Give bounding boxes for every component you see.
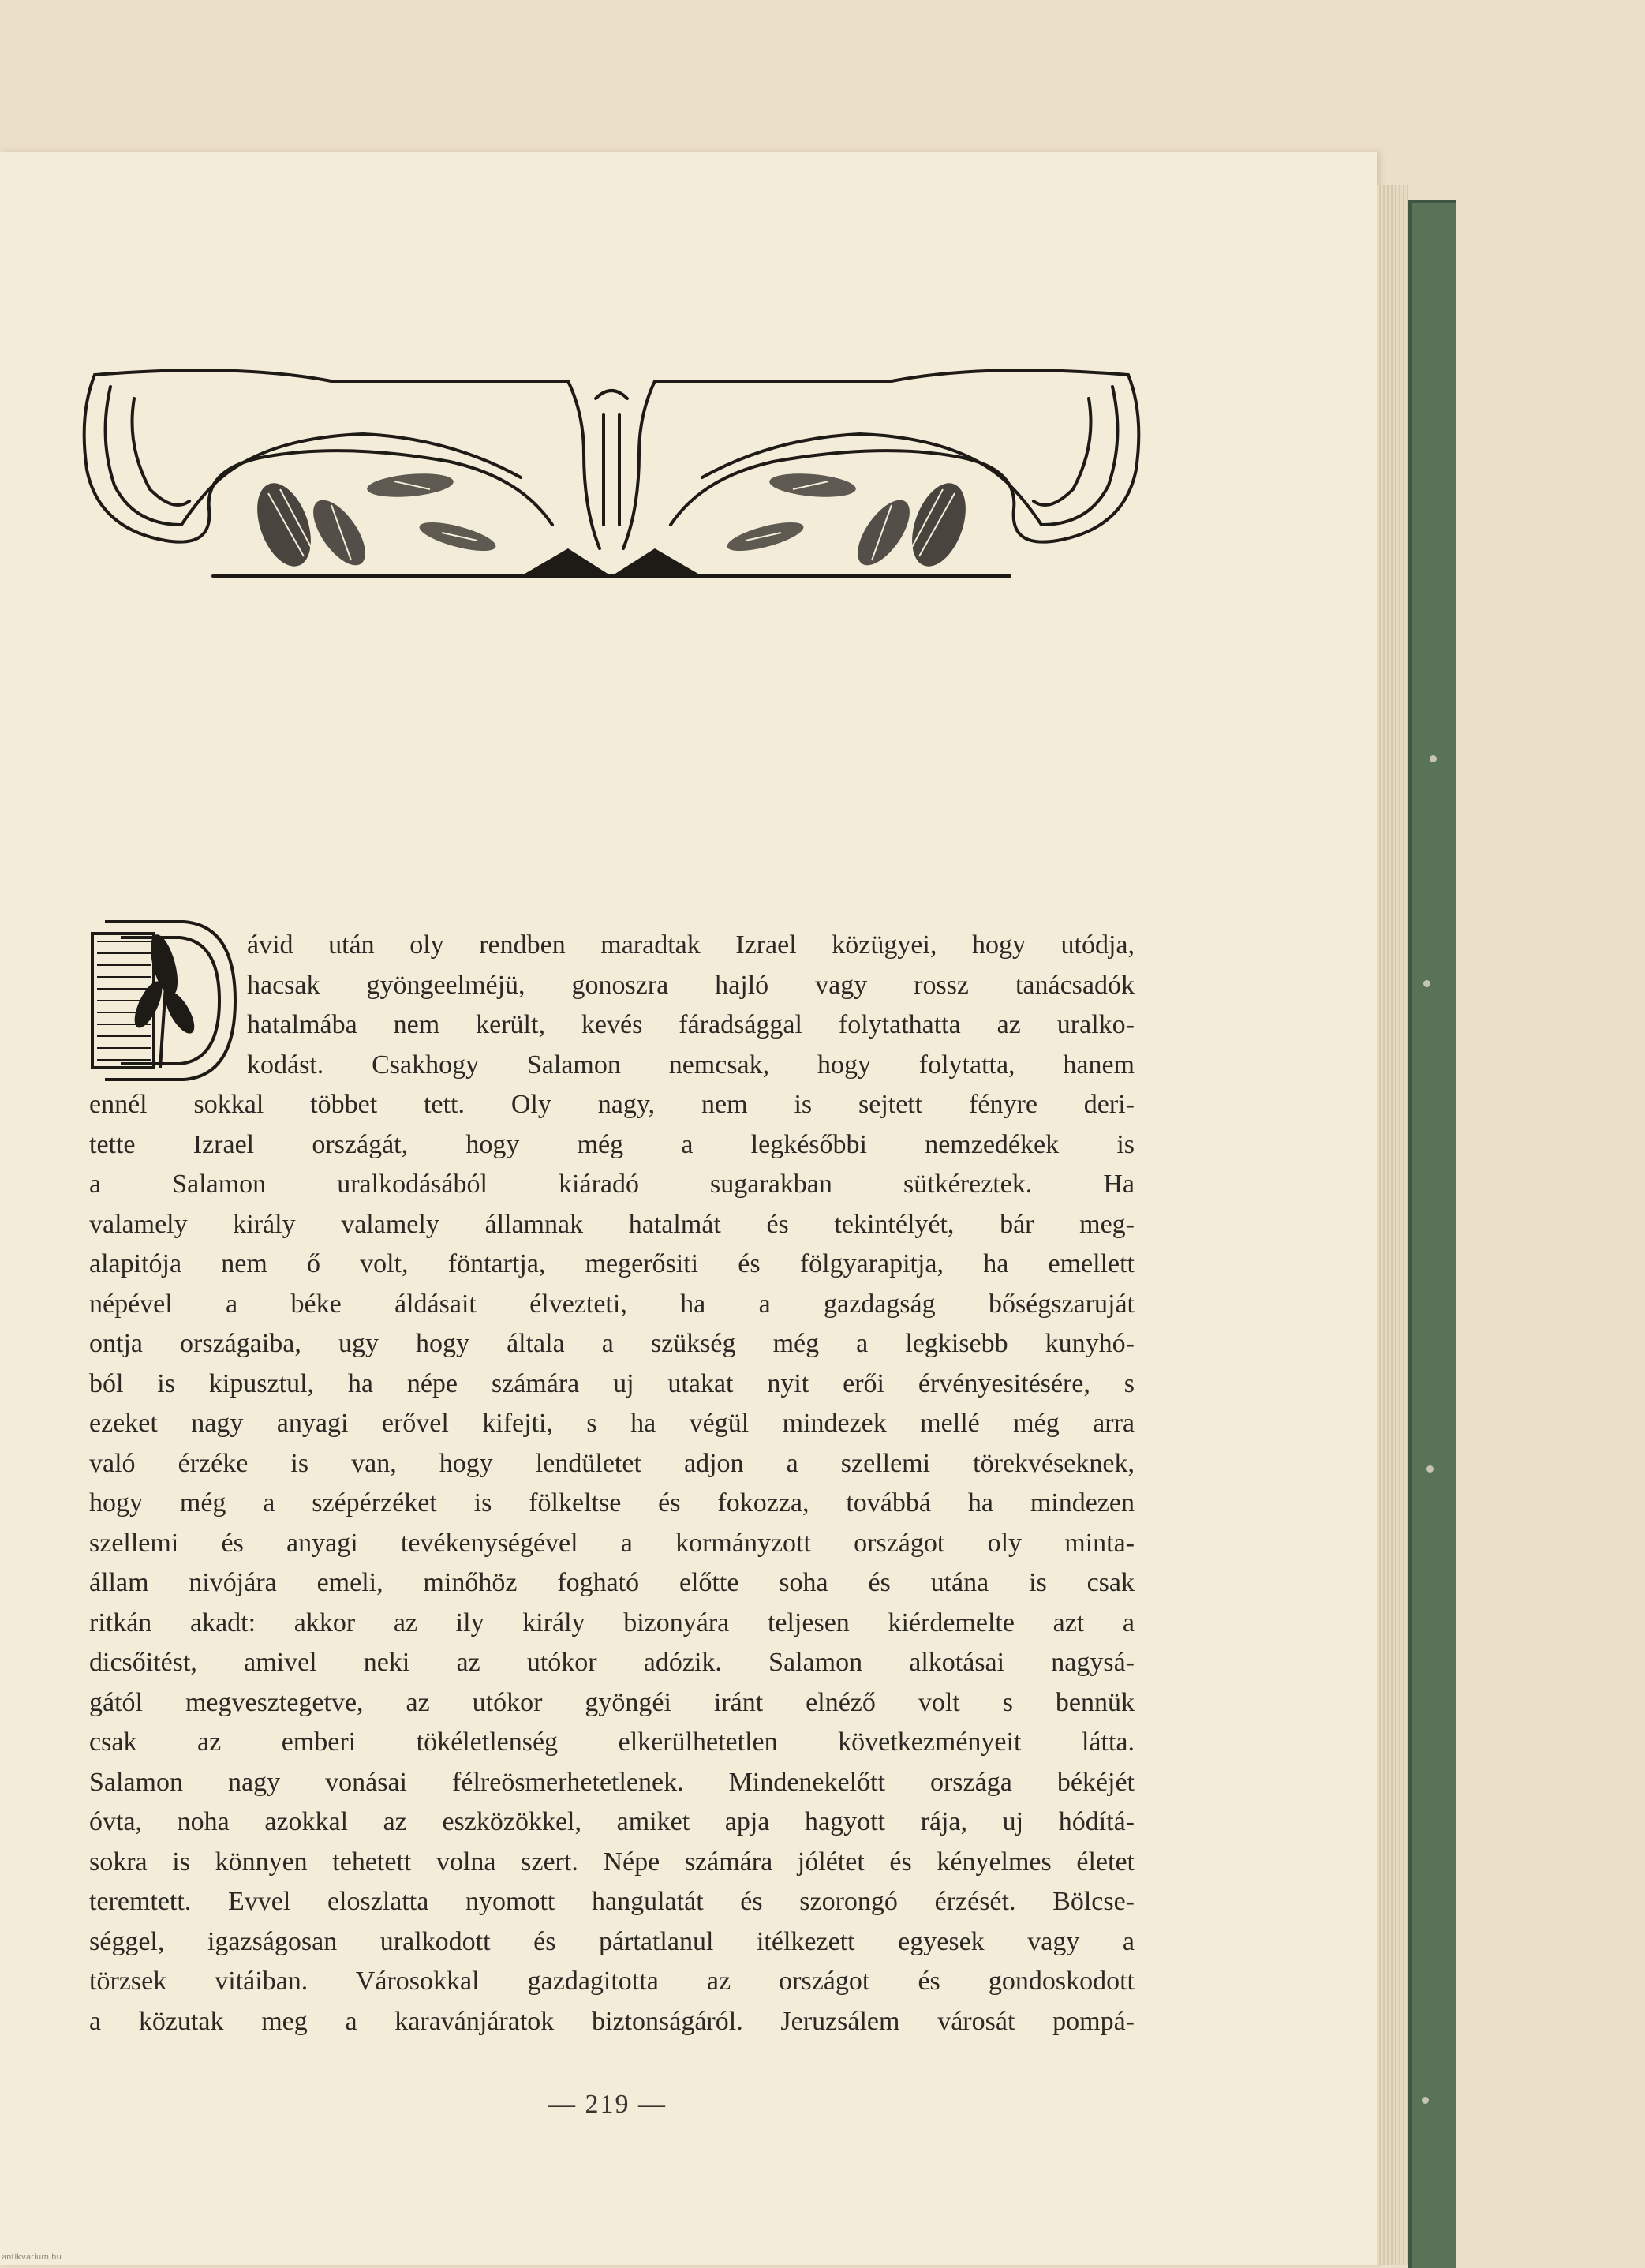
text-line: dicsőitést, amivel neki az utókor adózik. Salamon alkotásai nagysá- — [89, 1648, 1135, 1677]
text-line: sokra is könnyen tehetett volna szert. Népe számára jólétet és kényelmes életet — [89, 1847, 1135, 1877]
text-line: teremtett. Evvel eloszlatta nyomott hangulatát és szorongó érzését. Bölcse- — [89, 1887, 1135, 1916]
text-line: ávid után oly rendben maradtak Izrael közügyei, hogy utódja, — [247, 930, 1135, 960]
page-edges — [1377, 185, 1408, 2265]
text-line: gától megvesztegetve, az utókor gyöngéi iránt elnéző volt s bennük — [89, 1687, 1135, 1717]
text-line: alapitója nem ő volt, föntartja, megerősiti és fölgyarapitja, ha emellett — [89, 1249, 1135, 1278]
page-number: — 219 — — [548, 2090, 667, 2119]
text-line: hatalmába nem került, kevés fáradsággal folytathatta az uralko- — [247, 1010, 1135, 1039]
text-line: népével a béke áldásait élvezteti, ha a gazdagság bőségszaruját — [89, 1289, 1135, 1319]
text-line: tette Izrael országát, hogy még a legkésőbbi nemzedékek is — [89, 1129, 1135, 1159]
text-line: a közutak meg a karavánjáratok biztonságáról. Jeruzsálem városát pompá- — [89, 2006, 1135, 2036]
body-text — [89, 926, 1135, 2042]
text-line: való érzéke is van, hogy lendületet adjon a szellemi törekvéseknek, — [89, 1448, 1135, 1478]
text-line: kodást. Csakhogy Salamon nemcsak, hogy folytatta, hanem — [247, 1050, 1135, 1080]
text-line: állam nivójára emeli, minőhöz fogható előtte soha és utána is csak — [89, 1568, 1135, 1597]
text-line: ból is kipusztul, ha népe számára uj utakat nyit erői érvényesitésére, s — [89, 1368, 1135, 1398]
text-line: hacsak gyöngeelméjü, gonoszra hajló vagy rossz tanácsadók — [247, 970, 1135, 1000]
watermark-text: antikvarium.hu — [2, 2253, 62, 2262]
text-line: ritkán akadt: akkor az ily király bizonyára teljesen kiérdemelte azt a — [89, 1607, 1135, 1637]
text-line: ezeket nagy anyagi erővel kifejti, s ha végül mindezek mellé még arra — [89, 1409, 1135, 1438]
text-line: törzsek vitáiban. Városokkal gazdagitotta az országot és gondoskodott — [89, 1967, 1135, 1996]
text-line: szellemi és anyagi tevékenységével a kormányzott országot oly minta- — [89, 1528, 1135, 1558]
drop-cap-letter: D — [192, 1069, 198, 1078]
text-line: hogy még a szépérzéket is fölkeltse és fokozza, továbbá ha mindezen — [89, 1488, 1135, 1518]
text-line: a Salamon uralkodásából kiáradó sugarakban sütkéreztek. Ha — [89, 1170, 1135, 1199]
text-line: ontja országaiba, ugy hogy általa a szükség még a legkisebb kunyhó- — [89, 1329, 1135, 1358]
text-line: valamely király valamely államnak hatalmát és tekintélyét, bár meg- — [89, 1209, 1135, 1239]
book-cover — [1408, 200, 1456, 2268]
text-line: séggel, igazságosan uralkodott és pártatlanul itélkezett egyesek vagy a — [89, 1926, 1135, 1956]
text-line: óvta, noha azokkal az eszközökkel, amiket apja hagyott rája, uj hódítá- — [89, 1807, 1135, 1836]
decorative-headpiece — [79, 367, 1144, 596]
text-line: csak az emberi tökéletlenség elkerülhetetlen következményeit látta. — [89, 1727, 1135, 1757]
text-line: ennél sokkal többet tett. Oly nagy, nem is sejtett fényre deri- — [89, 1090, 1135, 1119]
text-line: Salamon nagy vonásai félreösmerhetetlenek. Mindenekelőtt országa békéjét — [89, 1767, 1135, 1797]
